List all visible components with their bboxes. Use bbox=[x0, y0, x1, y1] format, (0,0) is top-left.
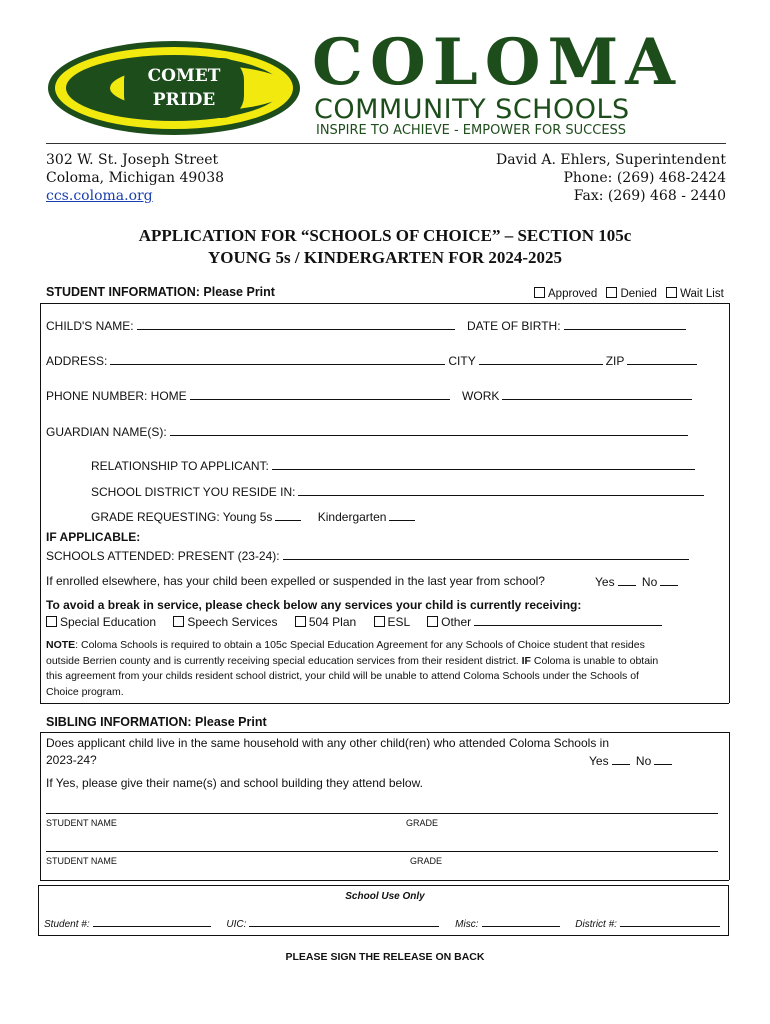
school-use-title: School Use Only bbox=[345, 891, 425, 902]
form-title-line1: APPLICATION FOR “SCHOOLS OF CHOICE” – SECTION 105c bbox=[138, 226, 632, 245]
note-if: IF bbox=[521, 654, 531, 667]
dob-label: DATE OF BIRTH: bbox=[466, 319, 561, 333]
misc-label: Misc: bbox=[455, 919, 479, 930]
sibling-section-right-border bbox=[729, 732, 730, 880]
esl-label: ESL bbox=[387, 615, 410, 629]
relationship-row bbox=[91, 458, 698, 473]
sibling-answer bbox=[589, 753, 675, 768]
speech-services-checkbox[interactable] bbox=[173, 616, 184, 627]
misc-field[interactable] bbox=[482, 917, 560, 927]
sibling-yes-field[interactable] bbox=[612, 753, 630, 765]
student-section-top-border bbox=[40, 303, 729, 304]
sibling-1-name-label: STUDENT NAME bbox=[46, 818, 117, 828]
guardian-label: GUARDIAN NAME(S): bbox=[46, 425, 167, 439]
schools-attended-label: SCHOOLS ATTENDED: PRESENT (23-24): bbox=[46, 549, 280, 563]
wait-list-label: Wait List bbox=[680, 288, 724, 300]
speech-services-label: Speech Services bbox=[187, 615, 278, 629]
child-name-row bbox=[46, 318, 689, 333]
brand-subtitle: COMMUNITY SCHOOLS bbox=[314, 94, 630, 125]
zip-field[interactable] bbox=[627, 353, 697, 365]
grade-request-row bbox=[91, 509, 418, 524]
esl-checkbox[interactable] bbox=[374, 616, 385, 627]
student-section-left-border bbox=[40, 303, 41, 703]
work-phone-field[interactable] bbox=[502, 388, 692, 400]
fax-number: Fax: (269) 468 - 2440 bbox=[573, 188, 726, 204]
approved-checkbox[interactable] bbox=[534, 287, 545, 298]
sibling-1-grade-label: GRADE bbox=[406, 818, 439, 828]
special-education-checkbox[interactable] bbox=[46, 616, 57, 627]
phone-home-label: PHONE NUMBER: HOME bbox=[46, 389, 187, 403]
services-checkboxes bbox=[46, 614, 665, 629]
sibling-instructions: If Yes, please give their name(s) and school building they attend below. bbox=[46, 776, 423, 790]
special-education-label: Special Education bbox=[60, 615, 157, 629]
form-title-line2: YOUNG 5s / KINDERGARTEN FOR 2024-2025 bbox=[207, 248, 563, 267]
services-question: To avoid a break in service, please check below any services your child is currently receiving: bbox=[46, 598, 582, 612]
expelled-answer bbox=[595, 574, 681, 589]
work-label: WORK bbox=[462, 389, 500, 403]
school-use-fields bbox=[44, 917, 723, 930]
decision-checkboxes bbox=[534, 287, 724, 300]
header-divider bbox=[46, 143, 726, 144]
other-label: Other bbox=[441, 615, 472, 629]
denied-checkbox[interactable] bbox=[606, 287, 617, 298]
district-row bbox=[91, 484, 707, 499]
other-service-field[interactable] bbox=[474, 614, 662, 626]
superintendent-name: David A. Ehlers, Superintendent bbox=[495, 152, 726, 168]
sibling-entry-line-1[interactable] bbox=[46, 813, 718, 814]
sibling-question-line2: 2023-24? bbox=[46, 753, 97, 767]
note-line2c: Coloma is unable to obtain bbox=[530, 654, 659, 667]
city-label: CITY bbox=[448, 354, 476, 368]
sibling-no-label: No bbox=[635, 754, 652, 768]
note-line4: Choice program. bbox=[46, 685, 124, 698]
district-number-label: District #: bbox=[575, 919, 617, 930]
uic-label: UIC: bbox=[226, 919, 247, 930]
student-number-label: Student #: bbox=[44, 919, 90, 930]
sibling-yes-label: Yes bbox=[589, 754, 609, 768]
sibling-2-name-label: STUDENT NAME bbox=[46, 856, 117, 866]
sibling-section-top-border bbox=[40, 732, 729, 733]
sibling-entry-line-2[interactable] bbox=[46, 851, 718, 852]
expelled-no-field[interactable] bbox=[660, 574, 678, 586]
sibling-section-bottom-border bbox=[40, 880, 729, 881]
address-label: ADDRESS: bbox=[46, 354, 108, 368]
student-section-right-border bbox=[729, 303, 730, 703]
grade-request-label: GRADE REQUESTING: Young 5s bbox=[91, 510, 273, 524]
relationship-field[interactable] bbox=[272, 458, 695, 470]
address-line1: 302 W. St. Joseph Street bbox=[46, 152, 219, 168]
logo-badge-line1: COMET bbox=[147, 66, 221, 86]
schools-attended-row bbox=[46, 548, 692, 563]
sibling-section-left-border bbox=[40, 732, 41, 880]
relationship-label: RELATIONSHIP TO APPLICANT: bbox=[91, 459, 269, 473]
zip-label: ZIP bbox=[605, 354, 625, 368]
note-label: NOTE bbox=[46, 639, 76, 651]
phone-home-field[interactable] bbox=[190, 388, 450, 400]
logo-badge-line2: PRIDE bbox=[152, 90, 216, 110]
district-number-field[interactable] bbox=[620, 917, 720, 927]
kindergarten-field[interactable] bbox=[389, 509, 415, 521]
504-plan-label: 504 Plan bbox=[308, 615, 357, 629]
student-number-field[interactable] bbox=[93, 917, 211, 927]
school-address-block bbox=[46, 151, 224, 205]
address-line2: Coloma, Michigan 49038 bbox=[46, 170, 225, 186]
brand-name: COLOMA bbox=[312, 25, 682, 100]
young5s-field[interactable] bbox=[275, 509, 301, 521]
phone-row bbox=[46, 388, 695, 403]
district-label: SCHOOL DISTRICT YOU RESIDE IN: bbox=[91, 485, 296, 499]
brand-tagline: INSPIRE TO ACHIEVE - EMPOWER FOR SUCCESS bbox=[316, 123, 627, 138]
expelled-question: If enrolled elsewhere, has your child been expelled or suspended in the last year from school? bbox=[46, 574, 545, 588]
schools-attended-field[interactable] bbox=[283, 548, 689, 560]
student-section-bottom-border bbox=[40, 703, 729, 704]
special-ed-note bbox=[46, 638, 726, 700]
other-checkbox[interactable] bbox=[427, 616, 438, 627]
child-name-label: CHILD'S NAME: bbox=[46, 319, 134, 333]
approved-label: Approved bbox=[548, 288, 598, 300]
expelled-yes-field[interactable] bbox=[618, 574, 636, 586]
phone-number: Phone: (269) 468-2424 bbox=[563, 170, 726, 186]
guardian-row bbox=[46, 424, 691, 439]
sibling-question-line1: Does applicant child live in the same household with any other child(ren) who attended Coloma Schools in bbox=[46, 736, 609, 750]
dob-field[interactable] bbox=[564, 318, 686, 330]
expelled-yes-label: Yes bbox=[595, 575, 615, 589]
sibling-no-field[interactable] bbox=[654, 753, 672, 765]
uic-field[interactable] bbox=[249, 917, 439, 927]
sibling-info-header: SIBLING INFORMATION: Please Print bbox=[46, 715, 267, 729]
address-field[interactable] bbox=[110, 353, 445, 365]
504-plan-checkbox[interactable] bbox=[295, 616, 306, 627]
address-row bbox=[46, 353, 700, 368]
website-link[interactable]: ccs.coloma.org bbox=[46, 188, 153, 204]
sibling-2-grade-label: GRADE bbox=[410, 856, 443, 866]
denied-label: Denied bbox=[620, 288, 657, 300]
sign-release-footer: PLEASE SIGN THE RELEASE ON BACK bbox=[285, 951, 485, 963]
note-line3: this agreement from your childs resident school district, your child will be unable to attend Coloma Schools under the Schools of bbox=[46, 670, 639, 682]
child-name-field[interactable] bbox=[137, 318, 455, 330]
note-line2a: outside Berrien county and is currently receiving special education services from their resident district. bbox=[46, 654, 522, 667]
kindergarten-label: Kindergarten bbox=[317, 510, 387, 524]
expelled-no-label: No bbox=[641, 575, 658, 589]
district-field[interactable] bbox=[298, 484, 704, 496]
wait-list-checkbox[interactable] bbox=[666, 287, 677, 298]
superintendent-block bbox=[496, 151, 726, 205]
logo-badge-text bbox=[124, 64, 244, 112]
city-field[interactable] bbox=[479, 353, 603, 365]
guardian-field[interactable] bbox=[170, 424, 688, 436]
student-info-header: STUDENT INFORMATION: Please Print bbox=[46, 285, 275, 299]
if-applicable-label: IF APPLICABLE: bbox=[46, 530, 141, 544]
note-line1: : Coloma Schools is required to obtain a 105c Special Education Agreement for any Schools of Choice student that resides bbox=[75, 639, 645, 651]
